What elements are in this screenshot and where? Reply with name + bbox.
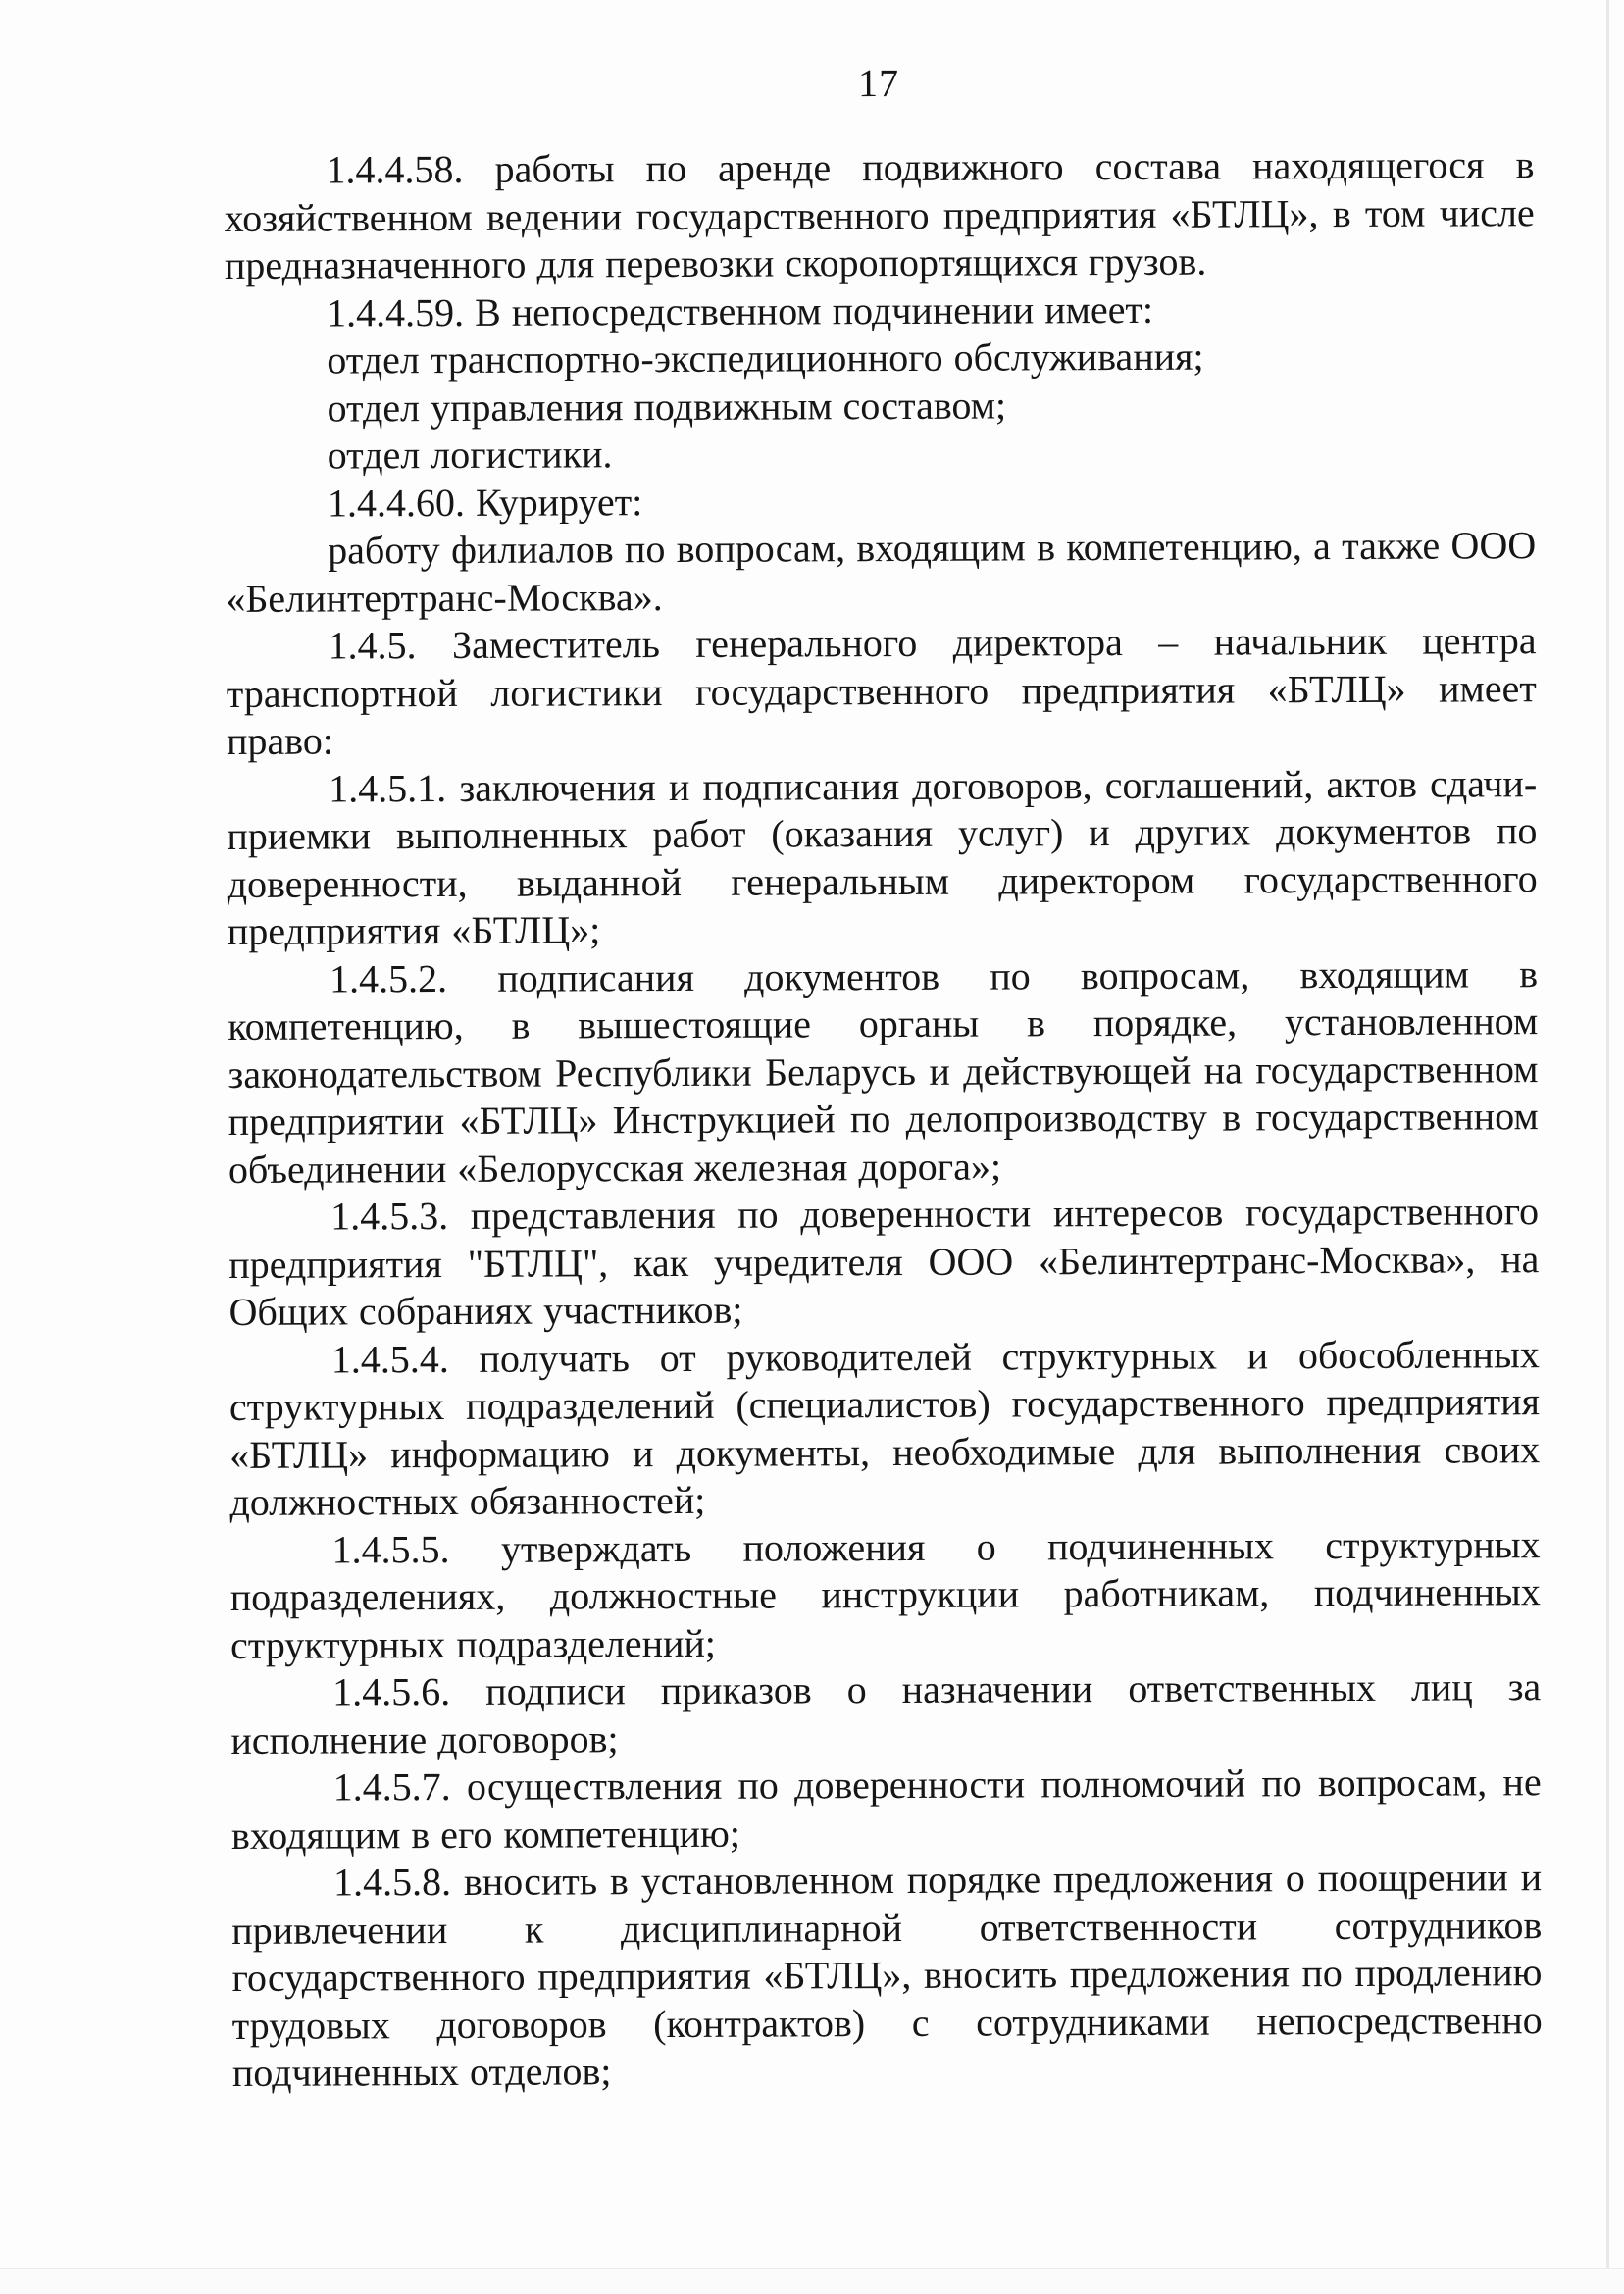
document-content xyxy=(224,57,1543,2097)
paragraphs-container xyxy=(224,141,1543,2097)
page-number: 17 xyxy=(857,60,900,106)
paragraph: работу филиалов по вопросам, входящим в компетенцию, а также ООО «Белинтертранс-Москва». xyxy=(226,523,1537,621)
scan-bottom-strip xyxy=(0,2269,1624,2294)
paragraph: 1.4.4.59. В непосредственном подчинении имеет: xyxy=(327,286,1154,335)
paragraph: 1.4.4.60. Курирует: xyxy=(327,479,643,526)
paragraph: 1.4.5.7. осуществления по доверенности полномочий по вопросам, не входящим в его компетенцию; xyxy=(230,1759,1542,1858)
paragraph: 1.4.5.1. заключения и подписания договоров, соглашений, актов сдачи-приемки выполненных работ (оказания услуг) и других документов по доверенности, выданной генеральным директором государственного предприятия «БТЛЦ»; xyxy=(227,760,1538,953)
scan-edge-right-line xyxy=(1606,0,1609,2294)
paragraph: 1.4.5.5. утверждать положения о подчиненных структурных подразделениях, должностные инструкции работникам, подчиненных структурных подразделений; xyxy=(229,1521,1541,1667)
paragraph: 1.4.5.4. получать от руководителей структурных и обособленных структурных подразделений (специалистов) государственного предприятия «БТЛЦ» информацию и документы, необходимые для выполнения своих должностных обязанностей; xyxy=(228,1331,1541,1524)
paragraph: 1.4.4.58. работы по аренде подвижного состава находящегося в хозяйственном ведении государственного предприятия «БТЛЦ», в том числе предназначенного для перевозки скоропортящихся грузов. xyxy=(224,142,1535,287)
paragraph: 1.4.5.2. подписания документов по вопросам, входящим в компетенцию, в вышестоящие органы в порядке, установленном законодательством Республики Беларусь и действующей на государственном предприятии «БТЛЦ» Инструкцией по делопроизводству в государственном объединении «Белорусская железная дорога»; xyxy=(228,950,1539,1192)
paragraph: 1.4.5.6. подписи приказов о назначении ответственных лиц за исполнение договоров; xyxy=(230,1664,1542,1762)
paragraph: отдел управления подвижным составом; xyxy=(327,382,1007,431)
paragraph: 1.4.5.8. вносить в установленном порядке предложения о поощрении и привлечении к дисциплинарной ответственности сотрудников государственного предприятия «БТЛЦ», вносить предложения по продлению трудовых договоров (контрактов) с сотрудниками непосредственно подчиненных отделов; xyxy=(231,1855,1543,2095)
paragraph: 1.4.5. Заместитель генерального директора – начальник центра транспортной логистики государственного предприятия «БТЛЦ» имеет право: xyxy=(226,618,1537,763)
paragraph: 1.4.5.3. представления по доверенности интересов государственного предприятия "БТЛЦ", как учредителя ООО «Белинтертранс-Москва», на Общих собраниях участников; xyxy=(228,1189,1540,1334)
paragraph: отдел логистики. xyxy=(327,432,613,478)
paragraph: отдел транспортно-экспедиционного обслуживания; xyxy=(327,333,1204,382)
